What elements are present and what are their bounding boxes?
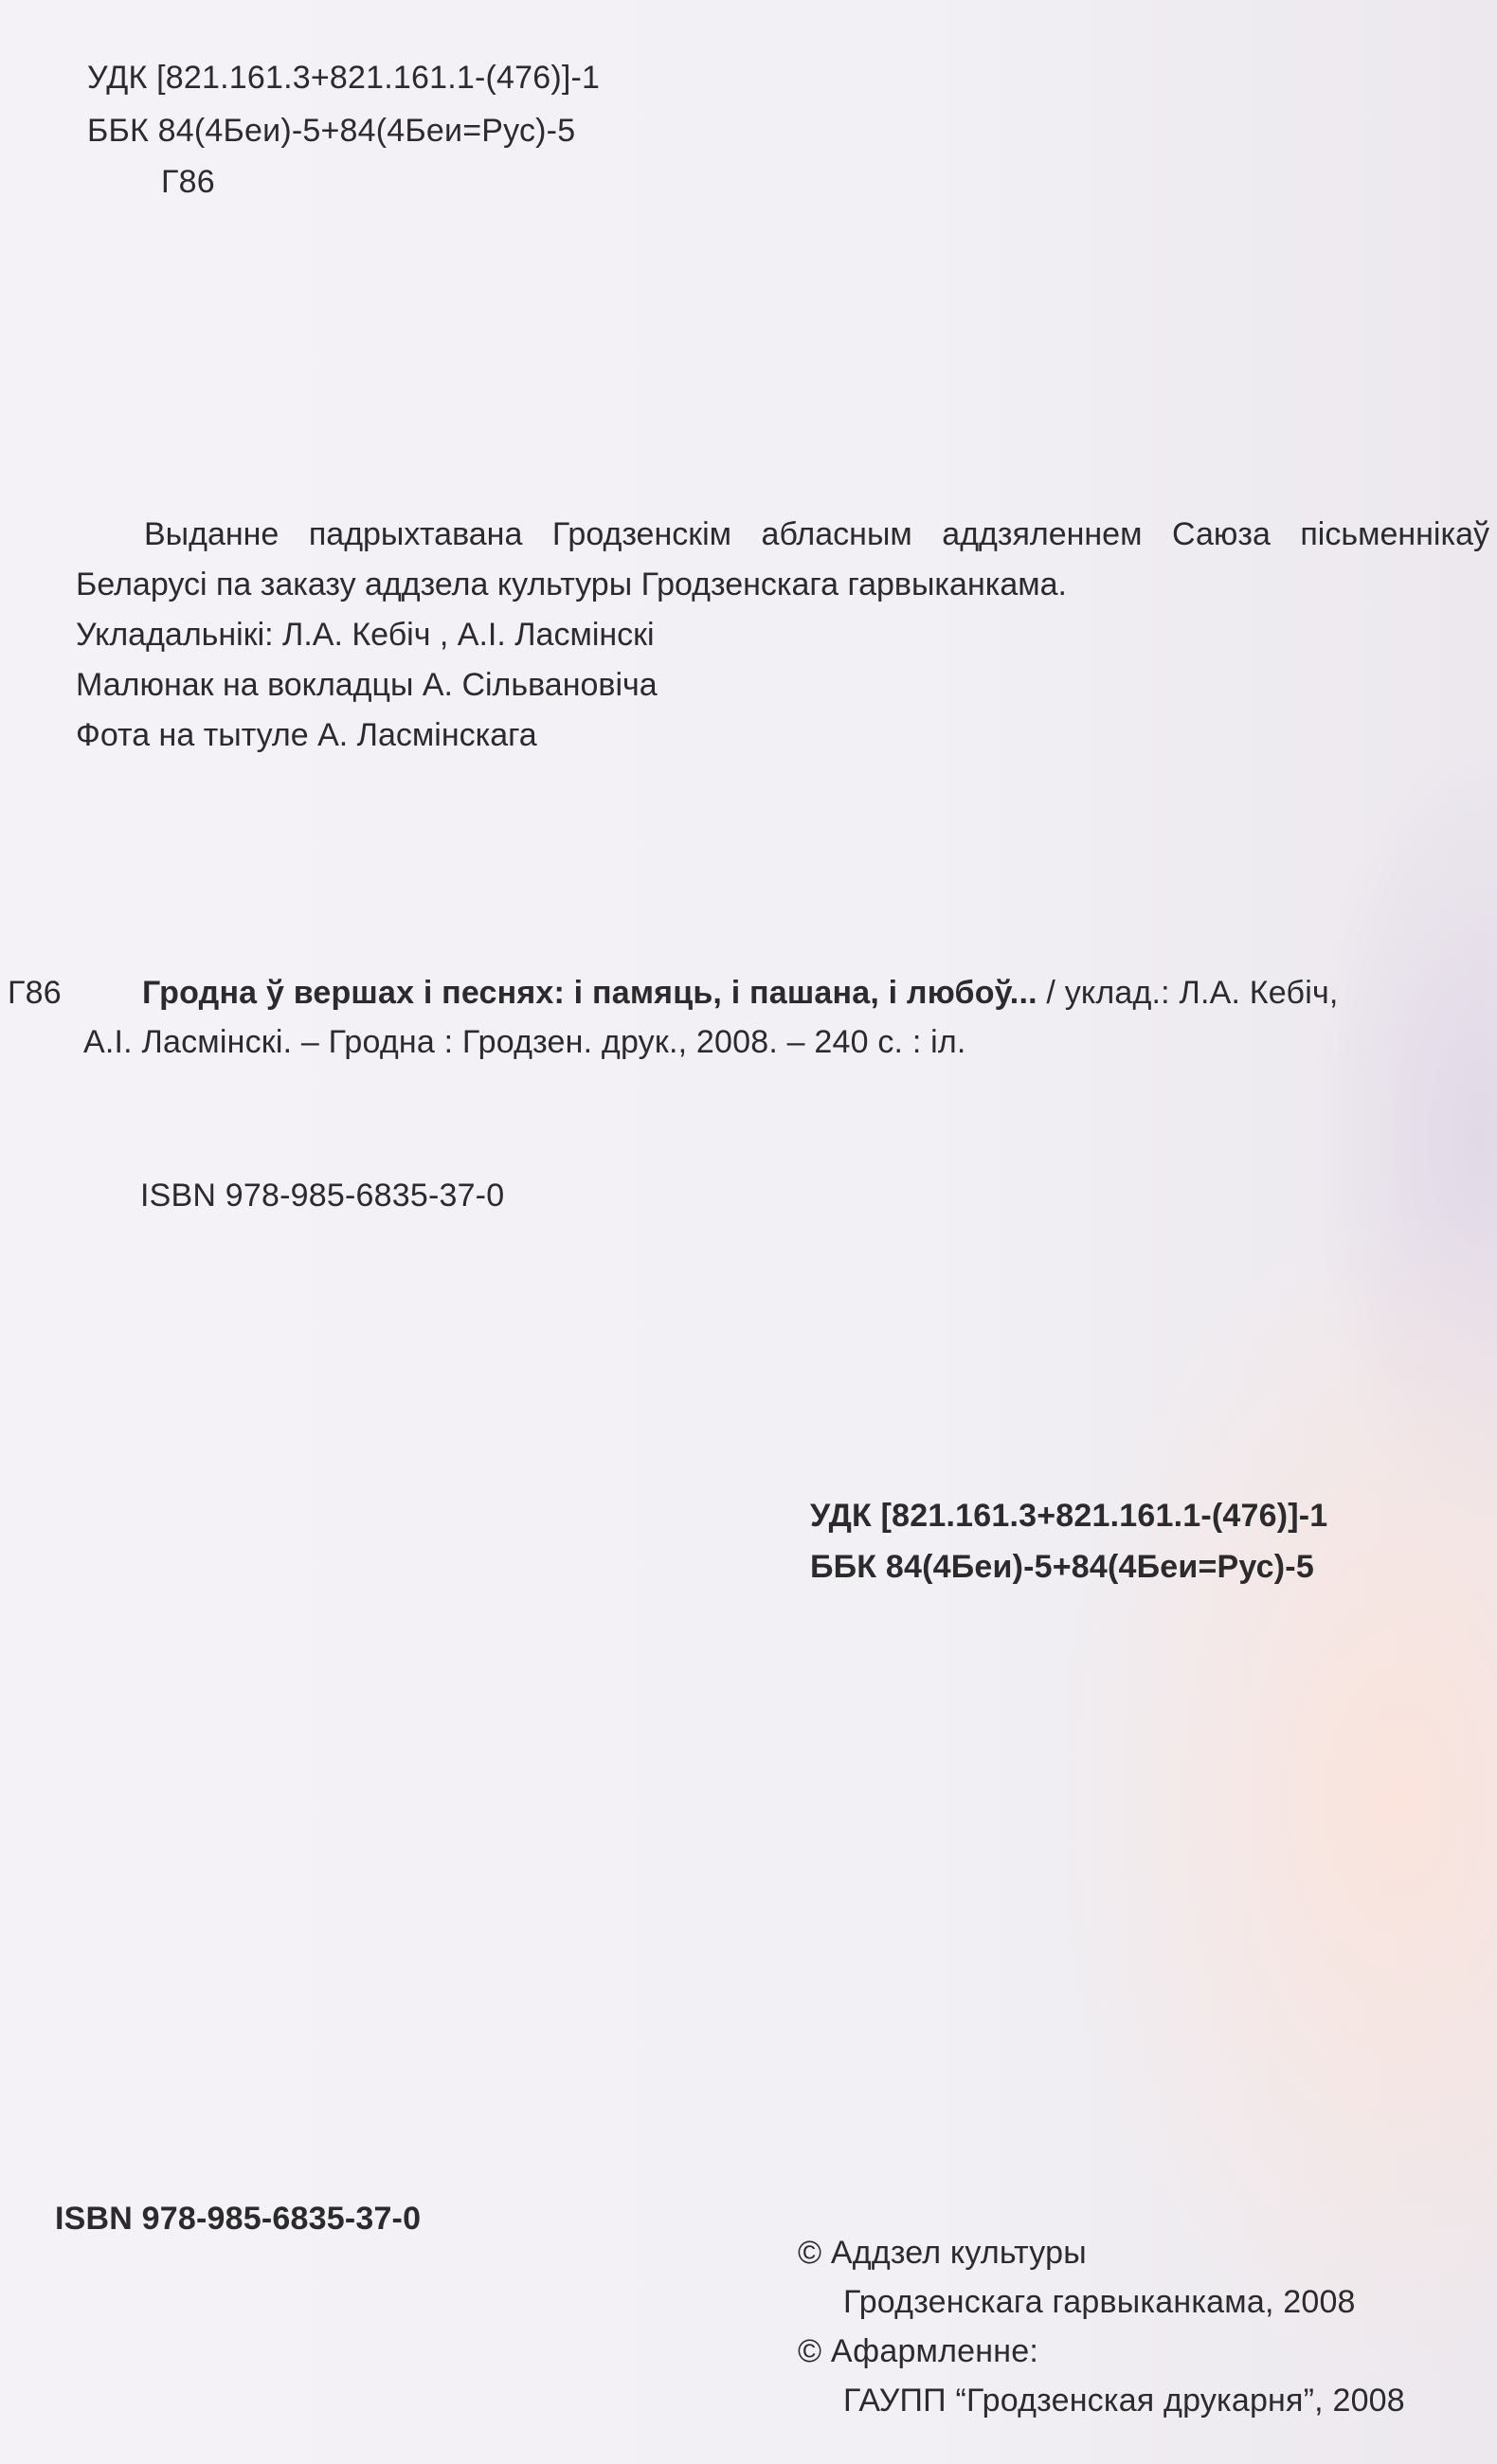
header-author-mark: Г86 bbox=[161, 164, 215, 200]
classification-udk: УДК [821.161.3+821.161.1-(476)]-1 bbox=[810, 1498, 1328, 1534]
catalog-compilers: / уклад.: Л.А. Кебіч, bbox=[1037, 975, 1339, 1011]
publication-info bbox=[76, 510, 1489, 761]
classification-bbk: ББК 84(4Беи)-5+84(4Беи=Рус)-5 bbox=[810, 1549, 1314, 1585]
title-photo-line: Фота на тытуле А. Ласмінскага bbox=[76, 717, 537, 753]
catalog-isbn: ISBN 978-985-6835-37-0 bbox=[140, 1178, 505, 1214]
copyright-design-line-2: ГАУПП “Гродзенская друкарня”, 2008 bbox=[843, 2383, 1405, 2419]
publication-note: Выданне падрыхтавана Гродзенскім абласным аддзяленнем Саюза пісьменнікаў Беларусі па заказу аддзела культуры Гродзенскага гарвыканкама. bbox=[76, 516, 1489, 603]
copyright-design-line-1: © Афармленне: bbox=[798, 2333, 1038, 2369]
header-udk-code: УДК [821.161.3+821.161.1-(476)]-1 bbox=[87, 60, 601, 96]
header-bbk-code: ББК 84(4Беи)-5+84(4Беи=Рус)-5 bbox=[87, 113, 576, 149]
catalog-title: Гродна ў вершах і песнях: і памяць, і пашана, і любоў... bbox=[142, 975, 1037, 1011]
footer-isbn: ISBN 978-985-6835-37-0 bbox=[55, 2201, 422, 2237]
cover-illustration-line: Малюнак на вокладцы А. Сільвановіча bbox=[76, 667, 658, 703]
compilers-line: Укладальнікі: Л.А. Кебіч , А.І. Ласмінскі bbox=[76, 617, 655, 653]
copyright-department-line-2: Гродзенскага гарвыканкама, 2008 bbox=[843, 2284, 1356, 2320]
catalog-entry-line-2: А.І. Ласмінскі. – Гродна : Гродзен. друк., 2008. – 240 с. : іл. bbox=[83, 1024, 966, 1060]
catalog-entry-line-1 bbox=[142, 974, 1339, 1012]
catalog-author-mark: Г86 bbox=[8, 975, 62, 1011]
copyright-department-line-1: © Аддзел культуры bbox=[798, 2235, 1087, 2271]
